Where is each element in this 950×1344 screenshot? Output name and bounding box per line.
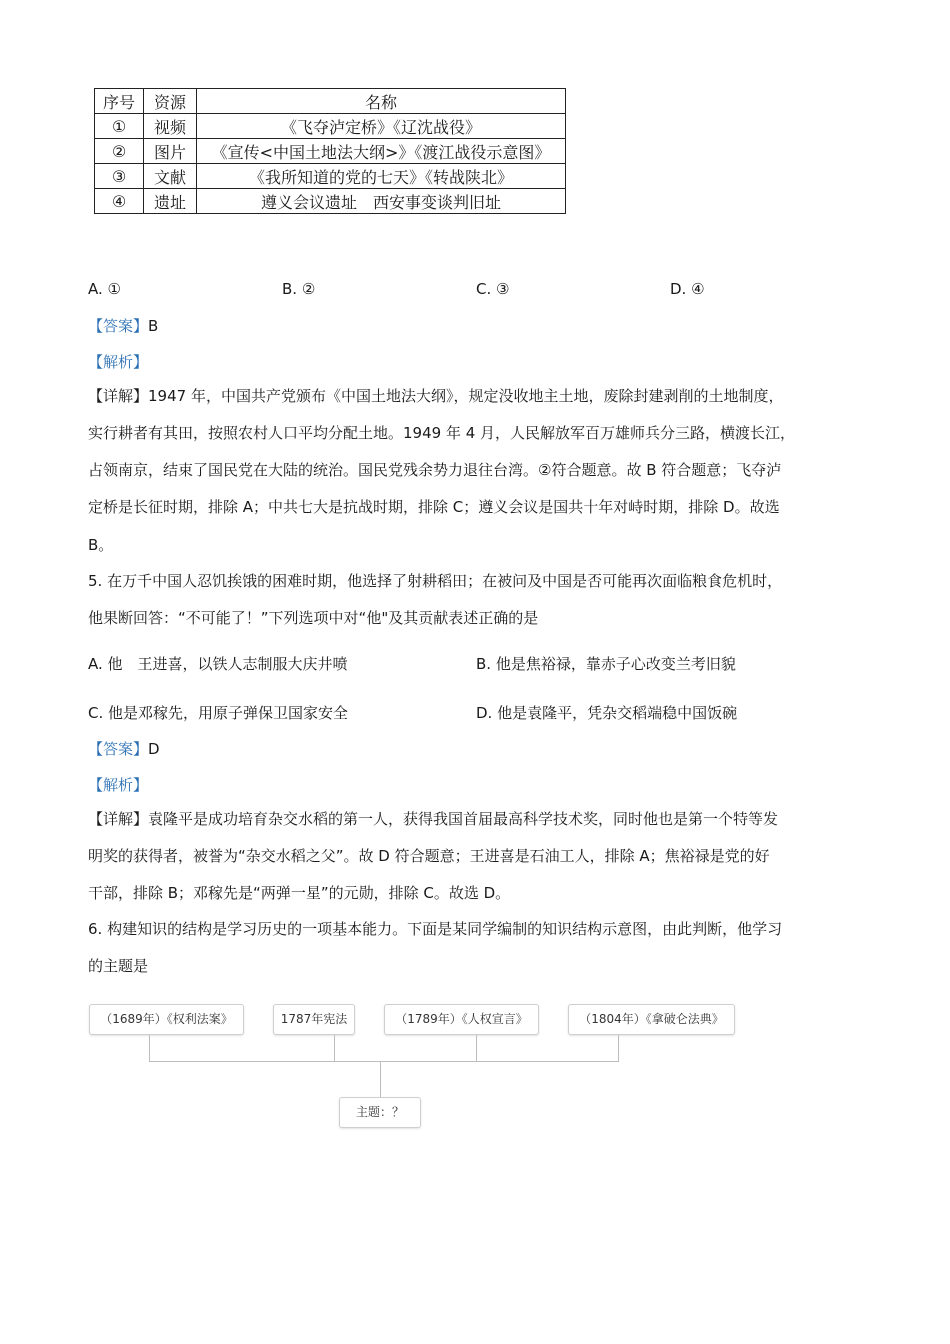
- answer-tag: 【答案】: [88, 317, 149, 335]
- q4-option-d: D. ④: [670, 280, 705, 298]
- q5-option-c: C. 他是邓稼先，用原子弹保卫国家安全: [88, 704, 349, 722]
- detail-text: 1947 年，中国共产党颁布《中国土地法大纲》，规定没收地主土地，废除封建剥削的土地制度，: [148, 387, 784, 405]
- table-cell: 视频: [144, 114, 197, 139]
- q5-detail-line: [88, 809, 778, 829]
- table-cell: 《我所知道的党的七天》《转战陕北》: [197, 164, 566, 189]
- q4-detail-line: 占领南京，结束了国民党在大陆的统治。国民党残余势力退往台湾。②符合题意。故 B 符合题意；飞夺泸: [88, 461, 782, 479]
- table-cell: ③: [95, 164, 144, 189]
- q4-option-b: B. ②: [282, 280, 316, 298]
- table-cell: 文献: [144, 164, 197, 189]
- q5-stem-line: 5. 在万千中国人忍饥挨饿的困难时期，他选择了射耕稻田；在被问及中国是否可能再次面临粮食危机时，: [88, 572, 783, 590]
- diagram-box-theme: 主题：？: [339, 1097, 421, 1128]
- q4-detail-line: B。: [88, 536, 114, 554]
- q5-option-b: B. 他是焦裕禄，靠赤子心改变兰考旧貌: [476, 655, 736, 673]
- detail-text: 袁隆平是成功培育杂交水稻的第一人，获得我国首届最高科学技术奖，同时他也是第一个特等发: [148, 810, 779, 828]
- connector-line: [334, 1035, 335, 1062]
- q5-option-a: A. 他 王进喜，以铁人志制服大庆井喷: [88, 655, 348, 673]
- connector-line: [618, 1035, 619, 1062]
- detail-tag: 【详解】: [88, 387, 149, 405]
- q6-stem-line: 的主题是: [88, 957, 149, 975]
- q4-option-c: C. ③: [476, 280, 510, 298]
- table-cell: ①: [95, 114, 144, 139]
- q5-option-d: D. 他是袁隆平，凭杂交稻端稳中国饭碗: [476, 704, 738, 722]
- q4-answer-line: [88, 316, 158, 336]
- q4-analysis-tag: 【解析】: [88, 353, 149, 371]
- table-header-cell: 名称: [197, 89, 566, 114]
- connector-line: [149, 1035, 150, 1062]
- q5-detail-line: 明奖的获得者，被誉为“杂交水稻之父”。故 D 符合题意；王进喜是石油工人，排除 A；焦裕禄是党的好: [88, 847, 770, 865]
- table-cell: ②: [95, 139, 144, 164]
- q5-answer-line: [88, 739, 160, 759]
- table-header-row: [95, 89, 566, 114]
- connector-line: [149, 1061, 619, 1062]
- diagram-box-1787-constitution: 1787年宪法: [273, 1004, 355, 1035]
- answer-value: B: [148, 317, 159, 335]
- table-cell: ④: [95, 189, 144, 214]
- table-header-cell: 序号: [95, 89, 144, 114]
- table-row: [95, 164, 566, 189]
- q4-detail-line: 实行耕者有其田，按照农村人口平均分配土地。1949 年 4 月，人民解放军百万雄师兵分三路，横渡长江，: [88, 424, 796, 442]
- answer-value: D: [148, 740, 160, 758]
- connector-line: [380, 1061, 381, 1097]
- resource-table: [94, 88, 566, 214]
- q5-analysis-tag: 【解析】: [88, 776, 149, 794]
- answer-tag: 【答案】: [88, 740, 149, 758]
- table-cell: 图片: [144, 139, 197, 164]
- q5-stem-line: 他果断回答：“不可能了！”下列选项中对“他"及其贡献表述正确的是: [88, 609, 539, 627]
- table-cell: 遗址: [144, 189, 197, 214]
- table-row: [95, 139, 566, 164]
- table-cell: 《飞夺泸定桥》《辽沈战役》: [197, 114, 566, 139]
- detail-tag: 【详解】: [88, 810, 149, 828]
- connector-line: [476, 1035, 477, 1062]
- diagram-box-napoleonic-code: （1804年）《拿破仑法典》: [568, 1004, 735, 1035]
- diagram-box-rights-of-man: （1789年）《人权宣言》: [384, 1004, 539, 1035]
- q4-option-a: A. ①: [88, 280, 121, 298]
- diagram-box-bill-of-rights: （1689年）《权利法案》: [89, 1004, 244, 1035]
- table-header-cell: 资源: [144, 89, 197, 114]
- table-cell: 《宣传<中国土地法大纲>》《渡江战役示意图》: [197, 139, 566, 164]
- q6-stem-line: 6. 构建知识的结构是学习历史的一项基本能力。下面是某同学编制的知识结构示意图，由此判断，他学习: [88, 920, 783, 938]
- q4-detail-line: [88, 386, 783, 406]
- table-cell: 遵义会议遗址 西安事变谈判旧址: [197, 189, 566, 214]
- q5-detail-line: 干部，排除 B；邓稼先是“两弹一星”的元勋，排除 C。故选 D。: [88, 884, 511, 902]
- table-row: [95, 114, 566, 139]
- q4-detail-line: 定桥是长征时期，排除 A；中共七大是抗战时期，排除 C；遵义会议是国共十年对峙时期，排除 D。故选: [88, 498, 780, 516]
- table-row: [95, 189, 566, 214]
